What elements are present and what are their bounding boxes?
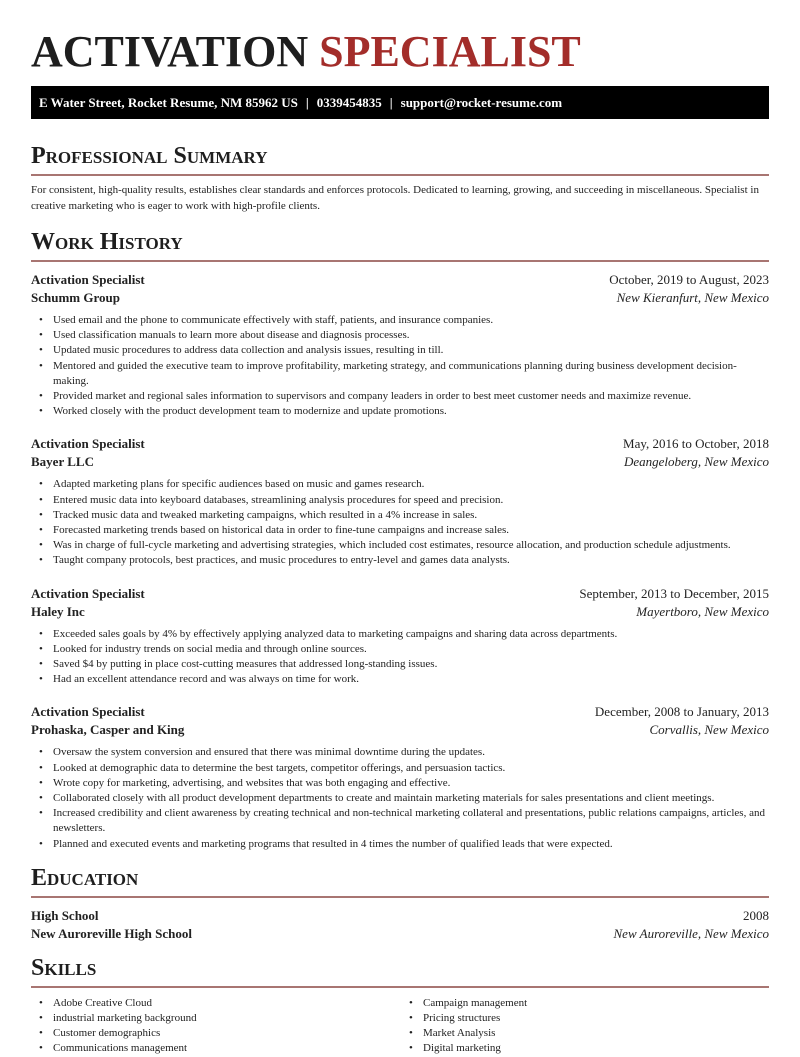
job-dates: September, 2013 to December, 2015 (579, 585, 769, 601)
job-bullets (31, 477, 769, 568)
job-bullet: • Oversaw the system conversion and ensured that there was minimal downtime during the updates. (31, 745, 769, 760)
contact-bar (31, 86, 769, 119)
job-title: Activation Specialist (31, 436, 145, 452)
job-bullet: • Wrote copy for marketing, advertising, and websites that was both engaging and effective. (31, 776, 769, 791)
job-bullet: • Mentored and guided the executive team to improve profitability, marketing strategy, and communications planning during business development decision-making. (31, 359, 769, 389)
job-location: New Kieranfurt, New Mexico (616, 290, 769, 305)
summary-text: For consistent, high-quality results, establishes clear standards and enforces protocols. Dedicated to learning, growing, and succeeding in miscellaneous. Specialist in creative marketing who is eager to work with high-profile clients. (31, 184, 759, 212)
job-entry (31, 703, 769, 851)
resume-title (31, 28, 769, 76)
job-bullets (31, 627, 769, 688)
job-bullet: • Taught company protocols, best practices, and music procedures to entry-level and games data analysts. (31, 553, 769, 568)
job-bullet: • Planned and executed events and marketing programs that resulted in 4 times the number of qualified leads that were expected. (31, 837, 769, 852)
job-entry (31, 585, 769, 688)
job-bullets (31, 313, 769, 419)
job-bullet: • Increased credibility and client awareness by creating technical and non-technical marketing collateral and presentations, public relations campaigns, articles, and newsletters. (31, 806, 769, 836)
job-company: Prohaska, Casper and King (31, 722, 185, 738)
job-bullet: • Provided market and regional sales information to supervisors and company leaders in order to best meet customer needs and maximize revenue. (31, 389, 769, 404)
skill-item: • Communications management (31, 1041, 400, 1056)
job-bullet: • Was in charge of full-cycle marketing and advertising strategies, which included cost estimates, resource allocation, and production schedule adjustments. (31, 538, 769, 553)
title-first: ACTIVATION (31, 27, 309, 76)
skill-item: • Adobe Creative Cloud (31, 996, 400, 1011)
skills-list (31, 996, 769, 1057)
job-dates: December, 2008 to January, 2013 (594, 704, 769, 720)
education-location: New Auroreville, New Mexico (613, 925, 769, 941)
job-bullet: • Exceeded sales goals by 4% by effectively applying analyzed data to marketing campaigns and sharing data across departments. (31, 627, 769, 642)
job-dates: October, 2019 to August, 2023 (609, 272, 769, 287)
skill-item: • Customer demographics (31, 1026, 400, 1041)
job-bullet: • Worked closely with the product development team to modernize and update promotions. (31, 404, 769, 419)
job-location: Corvallis, New Mexico (649, 722, 769, 738)
job-bullet: • Used email and the phone to communicate effectively with staff, patients, and insurance companies. (31, 313, 769, 328)
job-bullet: • Looked at demographic data to determine the best targets, competitor offerings, and persuasion tactics. (31, 761, 769, 776)
job-bullet: • Used classification manuals to learn more about disease and diagnosis processes. (31, 328, 769, 343)
job-bullets (31, 745, 769, 851)
education-school: New Auroreville High School (31, 925, 192, 941)
skill-item: • Digital marketing (401, 1041, 769, 1056)
job-bullet: • Had an excellent attendance record and was always on time for work. (31, 672, 769, 687)
job-entry (31, 435, 769, 568)
job-bullet: • Tracked music data and tweaked marketing campaigns, which resulted in a 4% increase in sales. (31, 508, 769, 523)
job-entry (31, 271, 769, 419)
job-bullet: • Forecasted marketing trends based on historical data in order to fine-tune campaigns and increase sales. (31, 523, 769, 538)
contact-email[interactable]: support@rocket-resume.com (400, 95, 563, 110)
job-company: Bayer LLC (31, 454, 94, 470)
job-company: Haley Inc (31, 603, 85, 619)
skills-heading: Skills (31, 954, 769, 988)
skills-left-column (31, 996, 400, 1057)
skill-item: • Campaign management (401, 996, 769, 1011)
job-title: Activation Specialist (31, 704, 145, 720)
job-location: Mayertboro, New Mexico (636, 603, 769, 619)
skill-item: • industrial marketing background (31, 1011, 400, 1026)
education-year: 2008 (743, 907, 769, 923)
job-company: Schumm Group (31, 290, 120, 305)
education-entry (31, 907, 769, 943)
contact-address: E Water Street, Rocket Resume, NM 85962 US (39, 95, 298, 110)
job-title: Activation Specialist (31, 272, 145, 287)
education-degree: High School (31, 907, 99, 923)
job-bullet: • Entered music data into keyboard databases, streamlining analysis procedures for speed and precision. (31, 493, 769, 508)
title-second: SPECIALIST (319, 27, 581, 76)
job-bullet: • Looked for industry trends on social media and through online sources. (31, 642, 769, 657)
job-dates: May, 2016 to October, 2018 (623, 436, 769, 452)
job-title: Activation Specialist (31, 585, 145, 601)
work-history-list (31, 271, 769, 852)
skill-item: • Market Analysis (401, 1026, 769, 1041)
skills-right-column (400, 996, 769, 1057)
work-history-heading: Work History (31, 228, 769, 262)
summary-heading: Professional Summary (31, 142, 769, 176)
job-bullet: • Saved $4 by putting in place cost-cutting measures that addressed long-standing issues. (31, 657, 769, 672)
education-heading: Education (31, 864, 769, 898)
job-bullet: • Collaborated closely with all product development departments to create and maintain marketing materials for sales presentations and client meetings. (31, 791, 769, 806)
job-bullet: • Updated music procedures to address data collection and analysis issues, resulting in till. (31, 343, 769, 358)
separator: | (389, 95, 393, 110)
skill-item: • Pricing structures (401, 1011, 769, 1026)
separator: | (305, 95, 309, 110)
job-bullet: • Adapted marketing plans for specific audiences based on music and games research. (31, 477, 769, 492)
job-location: Deangeloberg, New Mexico (624, 454, 769, 470)
contact-phone: 0339454835 (316, 95, 382, 110)
